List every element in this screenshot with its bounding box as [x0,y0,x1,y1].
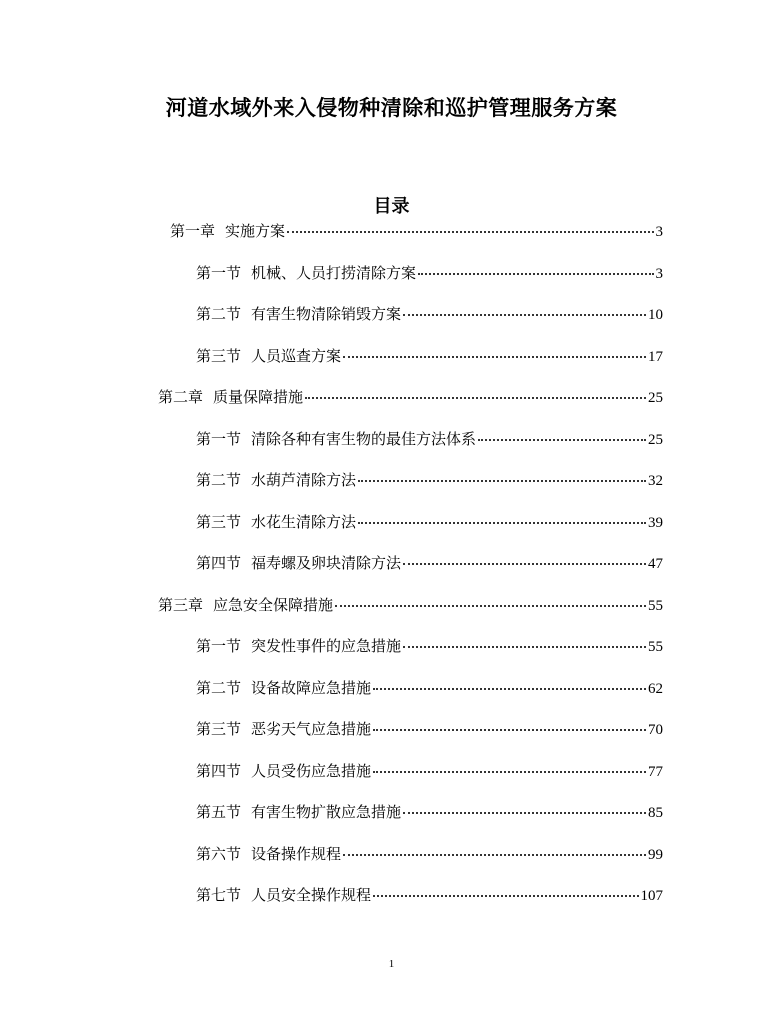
toc-chapter-entry[interactable] [158,386,663,408]
toc-entry-title: 福寿螺及卵块清除方法 [251,554,402,572]
toc-entry-number: 第三节 [196,512,242,531]
toc-entry-number: 第一章 [170,222,216,240]
toc-leader-dots [403,645,646,648]
toc-leader-dots [305,396,646,399]
toc-leader-dots [358,521,646,524]
toc-entry-title: 人员受伤应急措施 [251,761,372,780]
toc-entry-number: 第三节 [196,720,242,738]
toc-entry-number: 第三章 [158,595,204,614]
page-number: 1 [388,958,395,970]
toc-entry-title: 有害生物扩散应急措施 [251,803,402,821]
toc-entry-page: 70 [648,722,663,738]
toc-entry-page: 39 [648,514,663,531]
toc-entry-number: 第二节 [196,471,242,489]
toc-entry-page: 55 [648,597,663,614]
toc-entry-number: 第三节 [196,346,242,365]
toc-entry-title: 水葫芦清除方法 [251,471,357,489]
toc-leader-dots [403,562,646,565]
document-title: 河道水域外来入侵物种清除和巡护管理服务方案 [165,96,618,120]
toc-entry-page: 25 [648,431,663,448]
toc-entry-number: 第一节 [196,429,242,448]
toc-leader-dots [373,728,646,731]
toc-leader-dots [403,313,646,316]
toc-section-entry[interactable] [196,718,663,740]
toc-entry-page: 3 [655,265,663,282]
toc-entry-title: 应急安全保障措施 [213,595,334,614]
toc-entry-number: 第二节 [196,305,242,323]
toc-leader-dots [478,438,646,441]
toc-entry-title: 实施方案 [225,222,286,240]
toc-entry-page: 32 [648,473,663,489]
toc-section-entry[interactable] [196,511,663,533]
toc-section-entry[interactable] [196,345,663,367]
toc-entry-page: 3 [655,224,663,240]
toc-section-entry[interactable] [196,262,663,284]
toc-section-entry[interactable] [196,843,663,865]
toc-entry-number: 第四节 [196,554,242,572]
toc-chapter-entry[interactable] [170,220,663,242]
toc-entry-number: 第七节 [196,886,242,904]
toc-entry-page: 107 [640,888,663,904]
toc-leader-dots [287,230,653,233]
toc-entry-title: 机械、人员打捞清除方案 [251,263,417,282]
toc-section-entry[interactable] [196,552,663,574]
toc-entry-page: 25 [648,390,663,406]
toc-entry-number: 第六节 [196,844,242,863]
toc-entry-title: 恶劣天气应急措施 [251,720,372,738]
toc-entry-title: 有害生物清除销毁方案 [251,305,402,323]
toc-entry-title: 质量保障措施 [213,388,304,406]
toc-entry-number: 第五节 [196,803,242,821]
toc-entry-title: 设备故障应急措施 [251,678,372,697]
toc-entry-page: 17 [648,348,663,365]
toc-entry-page: 85 [648,805,663,821]
toc-chapter-entry[interactable] [158,594,663,616]
toc-entry-number: 第一节 [196,637,242,655]
toc-entry-title: 突发性事件的应急措施 [251,637,402,655]
toc-section-entry[interactable] [196,760,663,782]
toc-section-entry[interactable] [196,303,663,325]
toc-entry-title: 清除各种有害生物的最佳方法体系 [251,429,477,448]
toc-entry-page: 10 [648,307,663,323]
toc-leader-dots [358,479,646,482]
toc-heading: 目录 [373,196,410,217]
toc-leader-dots [403,811,646,814]
toc-leader-dots [373,770,646,773]
toc-leader-dots [335,604,646,607]
toc-section-entry[interactable] [196,428,663,450]
toc-section-entry[interactable] [196,469,663,491]
toc-entry-page: 55 [648,639,663,655]
toc-entry-page: 47 [648,556,663,572]
toc-entry-number: 第二章 [158,388,204,406]
toc-entry-number: 第一节 [196,263,242,282]
toc-section-entry[interactable] [196,635,663,657]
toc-leader-dots [343,355,646,358]
toc-entry-number: 第四节 [196,761,242,780]
toc-section-entry[interactable] [196,677,663,699]
toc-entry-page: 77 [648,763,663,780]
toc-leader-dots [418,272,653,275]
toc-section-entry[interactable] [196,884,663,906]
toc-leader-dots [343,853,646,856]
toc-entry-title: 人员巡查方案 [251,346,342,365]
toc-entry-page: 62 [648,680,663,697]
toc-section-entry[interactable] [196,801,663,823]
toc-entry-title: 设备操作规程 [251,844,342,863]
toc-leader-dots [373,687,646,690]
toc-entry-page: 99 [648,846,663,863]
toc-entry-title: 人员安全操作规程 [251,886,372,904]
toc-entry-number: 第二节 [196,678,242,697]
toc-leader-dots [373,894,638,897]
toc-entry-title: 水花生清除方法 [251,512,357,531]
